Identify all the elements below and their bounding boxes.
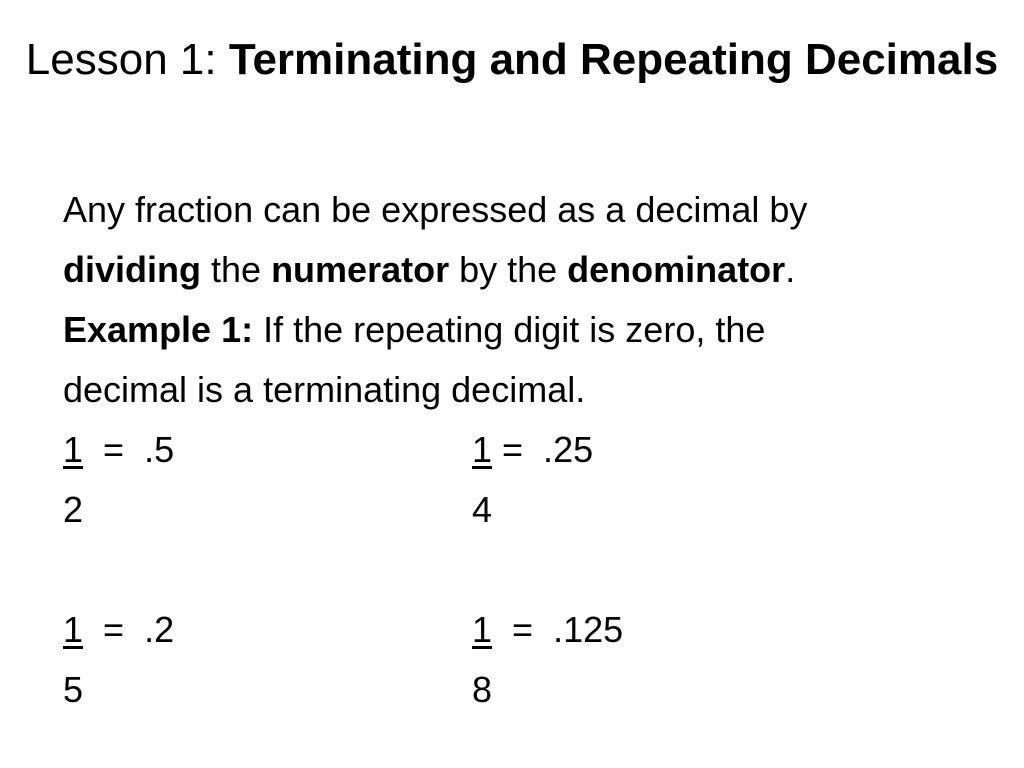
fraction-2-equals: = .25 (492, 429, 594, 470)
fraction-3-numerator: 1 (63, 609, 84, 650)
example-line-2: decimal is a terminating decimal. (63, 369, 586, 410)
fraction-4-equals: = .125 (492, 609, 624, 650)
term-denominator: denominator (567, 249, 786, 290)
example-label: Example 1: (63, 309, 254, 350)
example-text-1: If the repeating digit is zero, the (253, 309, 766, 350)
title-main: Terminating and Repeating Decimals (228, 35, 999, 84)
term-numerator: numerator (271, 249, 450, 290)
term-dividing: dividing (63, 249, 201, 290)
fraction-2-denominator: 4 (472, 489, 493, 530)
slide-body (63, 180, 983, 420)
example-line-1 (63, 300, 983, 360)
intro-line-1: Any fraction can be expressed as a decimal by (63, 189, 808, 230)
fraction-1-numerator-row (63, 420, 174, 480)
intro-line-2 (63, 240, 983, 300)
text-the: the (201, 249, 272, 290)
text-period: . (785, 249, 796, 290)
fraction-3-equals: = .2 (83, 609, 175, 650)
fraction-3-denominator: 5 (63, 669, 84, 710)
fraction-4-denominator: 8 (472, 669, 493, 710)
slide-title (0, 30, 1024, 90)
title-prefix: Lesson 1: (25, 35, 229, 84)
fraction-2-numerator: 1 (472, 429, 493, 470)
text-by-the: by the (449, 249, 568, 290)
fraction-4-numerator-row (472, 600, 623, 660)
fraction-2-numerator-row (472, 420, 593, 480)
fraction-1-equals: = .5 (83, 429, 175, 470)
fraction-3-numerator-row (63, 600, 174, 660)
fraction-4-numerator: 1 (472, 609, 493, 650)
fraction-1-denominator: 2 (63, 489, 84, 530)
fraction-1-numerator: 1 (63, 429, 84, 470)
